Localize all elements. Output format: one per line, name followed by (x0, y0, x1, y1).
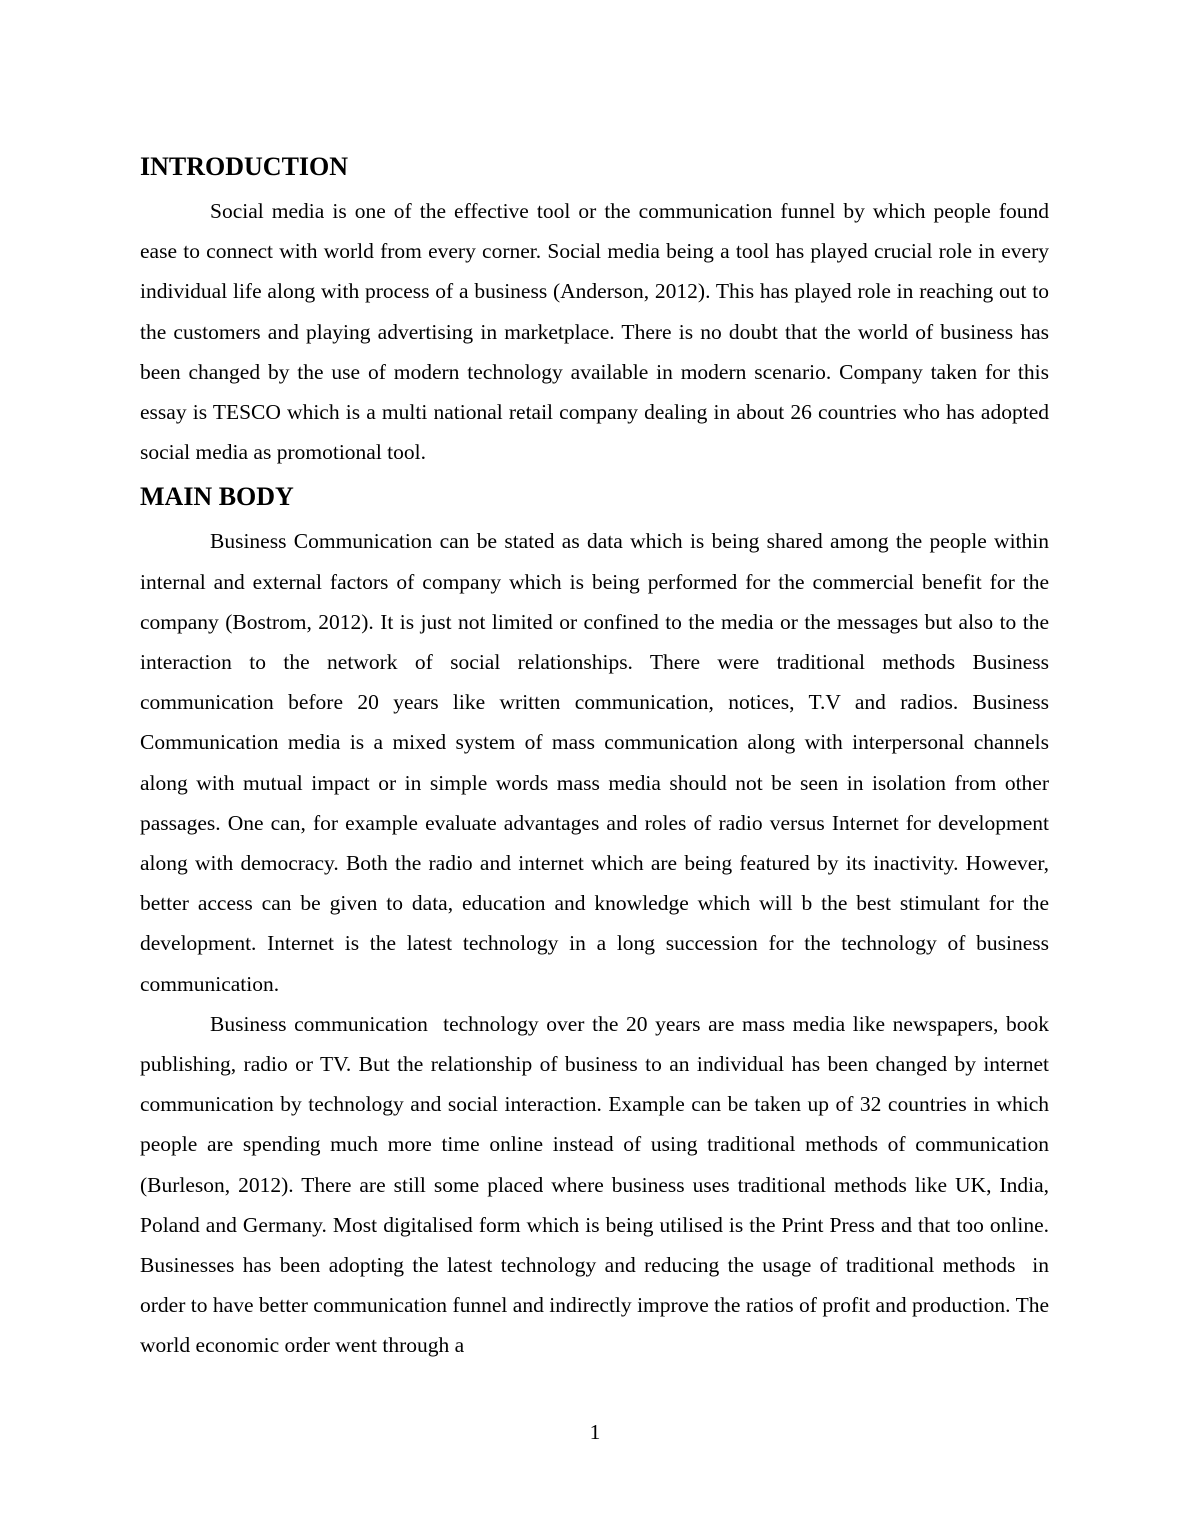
main-body-paragraph-2: Business communication technology over the 20 years are mass media like newspapers, book publishing, radio or TV. But the relationship of business to an individual has been changed by internet communication by technology and social interaction. Example can be taken up of 32 countries in which people are spending much more time online instead of using traditional methods of communication (Burleson, 2012). There are still some placed where business uses traditional methods like UK, India, Poland and Germany. Most digitalised form which is being utilised is the Print Press and that too online. Businesses has been adopting the latest technology and reducing the usage of traditional methods in order to have better communication funnel and indirectly improve the ratios of profit and production. The world economic order went through a (140, 1011, 1066, 1358)
page-number: 1 (589, 1420, 601, 1444)
introduction-heading: INTRODUCTION (140, 152, 349, 181)
main-body-paragraph-1: Business Communication can be stated as data which is being shared among the people within internal and external factors of company which is being performed for the commercial benefit for the company (Bostrom, 2012). It is just not limited or confined to the media or the messages but also to the interaction to the network of social relationships. There were traditional methods Business communication before 20 years like written communication, notices, T.V and radios. Business Communication media is a mixed system of mass communication along with interpersonal channels along with mutual impact or in simple words mass media should not be seen in isolation from other passages. One can, for example evaluate advantages and roles of radio versus Internet for development along with democracy. Both the radio and internet which are being featured by its inactivity. However, better access can be given to data, education and knowledge which will b the best stimulant for the development. Internet is the latest technology in a long succession for the technology of business communication. (140, 529, 1049, 996)
page-content (140, 149, 1066, 1366)
introduction-paragraph: Social media is one of the effective tool or the communication funnel by which people found ease to connect with world from every corner. Social media being a tool has played crucial role in every individual life along with process of a business (Anderson, 2012). This has played role in reaching out to the customers and playing advertising in marketplace. There is no doubt that the world of business has been changed by the use of modern technology available in modern scenario. Company taken for this essay is TESCO which is a multi national retail company dealing in about 26 countries who has adopted social media as promotional tool. (140, 199, 1049, 465)
main-body-heading: MAIN BODY (140, 482, 294, 512)
